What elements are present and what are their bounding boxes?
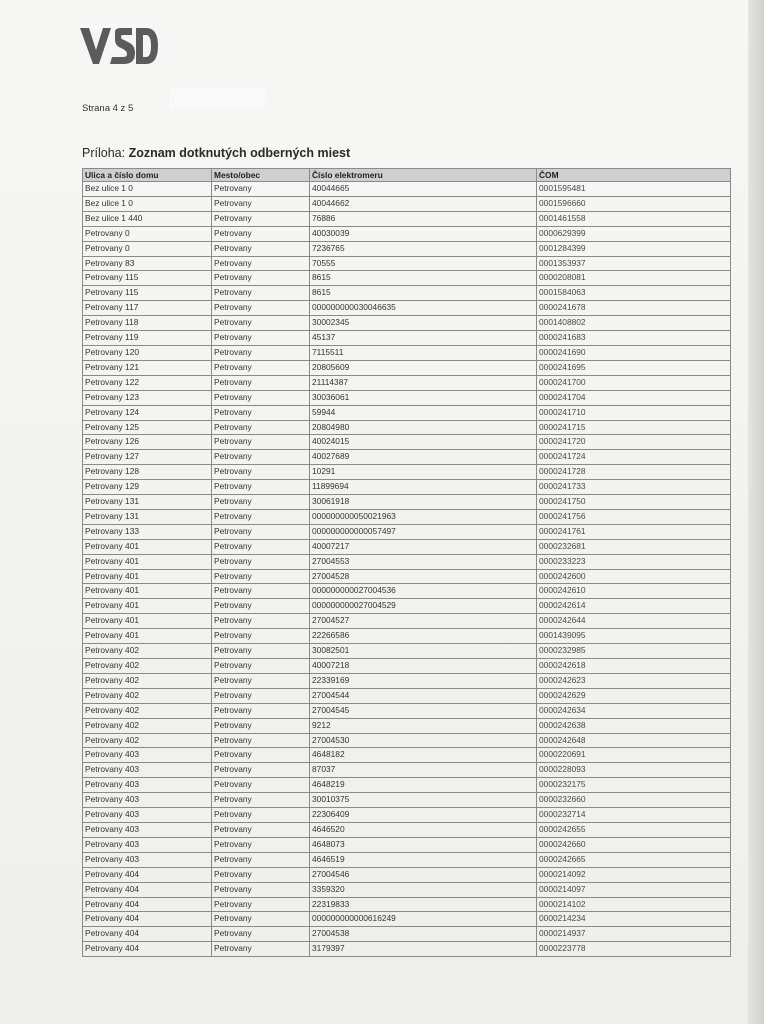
cell-com: 0000214097 [537,882,731,897]
cell-city: Petrovany [212,882,310,897]
cell-com: 0000232175 [537,778,731,793]
cell-street: Petrovany 401 [83,554,212,569]
cell-meter-number: 27004538 [310,927,537,942]
cell-com: 0000241695 [537,360,731,375]
cell-street: Petrovany 402 [83,733,212,748]
cell-city: Petrovany [212,331,310,346]
document-heading [82,146,350,160]
cell-city: Petrovany [212,256,310,271]
cell-street: Petrovany 401 [83,614,212,629]
table-row [83,882,731,897]
cell-meter-number: 20805609 [310,360,537,375]
cell-meter-number: 40044662 [310,196,537,211]
cell-meter-number: 10291 [310,465,537,480]
table-row [83,852,731,867]
heading-title: Zoznam dotknutých odberných miest [128,146,351,160]
table-row [83,405,731,420]
cell-meter-number: 30061918 [310,495,537,510]
cell-com: 0001408802 [537,316,731,331]
table-row [83,867,731,882]
cell-com: 0000241724 [537,450,731,465]
cell-street: Petrovany 404 [83,897,212,912]
cell-meter-number: 4648073 [310,837,537,852]
cell-city: Petrovany [212,808,310,823]
cell-com: 0001353937 [537,256,731,271]
table-row [83,375,731,390]
cell-city: Petrovany [212,793,310,808]
cell-street: Petrovany 401 [83,629,212,644]
cell-com: 0000232985 [537,644,731,659]
cell-com: 0000242600 [537,569,731,584]
cell-street: Petrovany 115 [83,271,212,286]
table-header-row [83,169,731,182]
table-row [83,480,731,495]
table-row [83,763,731,778]
cell-meter-number: 22266586 [310,629,537,644]
cell-city: Petrovany [212,301,310,316]
cell-meter-number: 21114387 [310,375,537,390]
cell-street: Petrovany 404 [83,912,212,927]
cell-street: Bez ulice 1 440 [83,211,212,226]
cell-city: Petrovany [212,211,310,226]
table-row [83,688,731,703]
cell-com: 0000232681 [537,539,731,554]
table-row [83,196,731,211]
redacted-area [170,88,266,110]
table-row [83,524,731,539]
cell-meter-number: 3359320 [310,882,537,897]
cell-com: 0001584063 [537,286,731,301]
table-row [83,793,731,808]
table-row [83,703,731,718]
table-row [83,286,731,301]
cell-meter-number: 7115511 [310,345,537,360]
cell-com: 0000242644 [537,614,731,629]
cell-meter-number: 000000000027004529 [310,599,537,614]
cell-meter-number: 4646519 [310,852,537,867]
cell-city: Petrovany [212,196,310,211]
vsd-logo-icon [80,26,158,66]
cell-com: 0000241761 [537,524,731,539]
table-row [83,450,731,465]
cell-com: 0000242629 [537,688,731,703]
cell-city: Petrovany [212,271,310,286]
cell-street: Petrovany 127 [83,450,212,465]
cell-street: Petrovany 402 [83,718,212,733]
cell-city: Petrovany [212,867,310,882]
cell-meter-number: 22306409 [310,808,537,823]
cell-com: 0001596660 [537,196,731,211]
cell-city: Petrovany [212,286,310,301]
cell-city: Petrovany [212,778,310,793]
cell-city: Petrovany [212,524,310,539]
cell-street: Petrovany 402 [83,703,212,718]
column-header-city: Mesto/obec [212,169,310,182]
cell-city: Petrovany [212,509,310,524]
table-row [83,554,731,569]
table-row [83,360,731,375]
cell-city: Petrovany [212,375,310,390]
cell-street: Bez ulice 1 0 [83,196,212,211]
cell-meter-number: 76886 [310,211,537,226]
cell-com: 0000228093 [537,763,731,778]
table-row [83,435,731,450]
table-row [83,465,731,480]
cell-com: 0000220691 [537,748,731,763]
table-row [83,733,731,748]
cell-city: Petrovany [212,644,310,659]
cell-street: Petrovany 83 [83,256,212,271]
cell-com: 0000233223 [537,554,731,569]
cell-com: 0000241683 [537,331,731,346]
cell-meter-number: 000000000050021963 [310,509,537,524]
cell-com: 0001284399 [537,241,731,256]
cell-street: Petrovany 131 [83,495,212,510]
cell-com: 0000241700 [537,375,731,390]
cell-street: Petrovany 402 [83,644,212,659]
cell-meter-number: 000000000000057497 [310,524,537,539]
table-row [83,673,731,688]
table-row [83,182,731,197]
cell-com: 0000242665 [537,852,731,867]
cell-city: Petrovany [212,480,310,495]
paper-edge [748,0,764,1024]
cell-city: Petrovany [212,942,310,957]
table-row [83,837,731,852]
table-row [83,659,731,674]
cell-street: Petrovany 402 [83,688,212,703]
cell-street: Petrovany 131 [83,509,212,524]
cell-com: 0000214234 [537,912,731,927]
cell-com: 0000241715 [537,420,731,435]
cell-street: Petrovany 401 [83,584,212,599]
cell-city: Petrovany [212,405,310,420]
cell-city: Petrovany [212,927,310,942]
cell-street: Petrovany 123 [83,390,212,405]
cell-city: Petrovany [212,539,310,554]
table-row [83,822,731,837]
cell-meter-number: 11899694 [310,480,537,495]
table-row [83,390,731,405]
cell-street: Petrovany 121 [83,360,212,375]
table-row [83,301,731,316]
cell-com: 0000214092 [537,867,731,882]
cell-street: Petrovany 401 [83,599,212,614]
cell-meter-number: 8615 [310,271,537,286]
cell-com: 0000242634 [537,703,731,718]
cell-city: Petrovany [212,182,310,197]
cell-com: 0000241690 [537,345,731,360]
table-body [83,182,731,957]
cell-street: Petrovany 125 [83,420,212,435]
cell-street: Petrovany 401 [83,539,212,554]
cell-meter-number: 000000000000616249 [310,912,537,927]
cell-city: Petrovany [212,226,310,241]
table-row [83,226,731,241]
cell-com: 0000242648 [537,733,731,748]
table-row [83,718,731,733]
cell-city: Petrovany [212,837,310,852]
cell-street: Petrovany 403 [83,808,212,823]
cell-meter-number: 30010375 [310,793,537,808]
cell-com: 0000241728 [537,465,731,480]
table-row [83,614,731,629]
cell-city: Petrovany [212,897,310,912]
table-row [83,211,731,226]
cell-street: Petrovany 403 [83,763,212,778]
cell-com: 0000241756 [537,509,731,524]
cell-meter-number: 40024015 [310,435,537,450]
table-row [83,569,731,584]
cell-com: 0000241710 [537,405,731,420]
cell-city: Petrovany [212,465,310,480]
cell-city: Petrovany [212,599,310,614]
column-header-com: ČOM [537,169,731,182]
cell-city: Petrovany [212,822,310,837]
cell-com: 0000214937 [537,927,731,942]
cell-street: Petrovany 404 [83,927,212,942]
cell-city: Petrovany [212,614,310,629]
cell-meter-number: 22339169 [310,673,537,688]
cell-com: 0000223778 [537,942,731,957]
cell-meter-number: 87037 [310,763,537,778]
cell-meter-number: 59944 [310,405,537,420]
table-row [83,495,731,510]
table-row [83,584,731,599]
table-row [83,420,731,435]
cell-meter-number: 27004553 [310,554,537,569]
cell-com: 0000214102 [537,897,731,912]
table-row [83,927,731,942]
cell-street: Petrovany 402 [83,673,212,688]
cell-street: Petrovany 0 [83,226,212,241]
cell-meter-number: 4646520 [310,822,537,837]
table-row [83,331,731,346]
cell-street: Petrovany 401 [83,569,212,584]
cell-meter-number: 000000000030046635 [310,301,537,316]
cell-city: Petrovany [212,629,310,644]
cell-com: 0000242638 [537,718,731,733]
cell-com: 0000208081 [537,271,731,286]
cell-city: Petrovany [212,554,310,569]
cell-com: 0000241750 [537,495,731,510]
cell-city: Petrovany [212,748,310,763]
cell-meter-number: 30002345 [310,316,537,331]
cell-city: Petrovany [212,569,310,584]
cell-city: Petrovany [212,345,310,360]
cell-com: 0000242623 [537,673,731,688]
cell-meter-number: 4648219 [310,778,537,793]
heading-prefix: Príloha: [82,146,126,160]
column-header-meter-number: Číslo elektromeru [310,169,537,182]
cell-com: 0000241704 [537,390,731,405]
table-row [83,271,731,286]
cell-street: Petrovany 124 [83,405,212,420]
cell-meter-number: 20804980 [310,420,537,435]
table-row [83,912,731,927]
cell-meter-number: 40007218 [310,659,537,674]
table-row [83,778,731,793]
cell-com: 0000242610 [537,584,731,599]
table-row [83,629,731,644]
cell-street: Petrovany 403 [83,822,212,837]
table-row [83,509,731,524]
cell-com: 0001595481 [537,182,731,197]
cell-meter-number: 9212 [310,718,537,733]
cell-city: Petrovany [212,420,310,435]
page-number: Strana 4 z 5 [82,103,134,114]
cell-meter-number: 30082501 [310,644,537,659]
cell-city: Petrovany [212,673,310,688]
cell-meter-number: 000000000027004536 [310,584,537,599]
cell-com: 0000629399 [537,226,731,241]
cell-street: Petrovany 403 [83,837,212,852]
cell-city: Petrovany [212,316,310,331]
cell-meter-number: 40007217 [310,539,537,554]
cell-street: Bez ulice 1 0 [83,182,212,197]
cell-street: Petrovany 404 [83,867,212,882]
cell-city: Petrovany [212,852,310,867]
cell-meter-number: 27004546 [310,867,537,882]
cell-com: 0000242660 [537,837,731,852]
cell-street: Petrovany 403 [83,793,212,808]
cell-meter-number: 22319833 [310,897,537,912]
cell-meter-number: 70555 [310,256,537,271]
cell-street: Petrovany 402 [83,659,212,674]
cell-com: 0000241678 [537,301,731,316]
cell-street: Petrovany 119 [83,331,212,346]
cell-meter-number: 27004544 [310,688,537,703]
table-row [83,316,731,331]
cell-street: Petrovany 403 [83,748,212,763]
cell-city: Petrovany [212,718,310,733]
cell-street: Petrovany 129 [83,480,212,495]
cell-city: Petrovany [212,912,310,927]
cell-street: Petrovany 118 [83,316,212,331]
cell-city: Petrovany [212,450,310,465]
cell-street: Petrovany 403 [83,852,212,867]
cell-street: Petrovany 404 [83,882,212,897]
cell-com: 0000232714 [537,808,731,823]
cell-city: Petrovany [212,733,310,748]
table-row [83,345,731,360]
cell-meter-number: 7236765 [310,241,537,256]
cell-com: 0000242655 [537,822,731,837]
cell-city: Petrovany [212,688,310,703]
cell-city: Petrovany [212,435,310,450]
cell-meter-number: 45137 [310,331,537,346]
cell-street: Petrovany 120 [83,345,212,360]
cell-meter-number: 27004528 [310,569,537,584]
table-row [83,241,731,256]
cell-city: Petrovany [212,703,310,718]
table-row [83,256,731,271]
table-row [83,644,731,659]
cell-city: Petrovany [212,659,310,674]
table-row [83,748,731,763]
cell-city: Petrovany [212,390,310,405]
cell-com: 0000242618 [537,659,731,674]
cell-meter-number: 27004545 [310,703,537,718]
cell-street: Petrovany 128 [83,465,212,480]
cell-city: Petrovany [212,584,310,599]
cell-street: Petrovany 403 [83,778,212,793]
cell-meter-number: 27004527 [310,614,537,629]
cell-com: 0001439095 [537,629,731,644]
table-row [83,808,731,823]
cell-street: Petrovany 122 [83,375,212,390]
cell-meter-number: 40030039 [310,226,537,241]
cell-city: Petrovany [212,360,310,375]
table-row [83,897,731,912]
cell-city: Petrovany [212,241,310,256]
cell-city: Petrovany [212,495,310,510]
table-row [83,539,731,554]
cell-street: Petrovany 117 [83,301,212,316]
cell-meter-number: 8615 [310,286,537,301]
cell-meter-number: 40027689 [310,450,537,465]
cell-com: 0000232660 [537,793,731,808]
metering-points-table [82,168,731,957]
table-row [83,942,731,957]
cell-street: Petrovany 133 [83,524,212,539]
cell-meter-number: 27004530 [310,733,537,748]
cell-meter-number: 4648182 [310,748,537,763]
cell-meter-number: 3179397 [310,942,537,957]
column-header-street: Ulica a číslo domu [83,169,212,182]
cell-com: 0000241720 [537,435,731,450]
cell-meter-number: 30036061 [310,390,537,405]
table-row [83,599,731,614]
cell-street: Petrovany 404 [83,942,212,957]
cell-com: 0001461558 [537,211,731,226]
cell-com: 0000242614 [537,599,731,614]
cell-street: Petrovany 115 [83,286,212,301]
cell-city: Petrovany [212,763,310,778]
cell-com: 0000241733 [537,480,731,495]
cell-street: Petrovany 126 [83,435,212,450]
cell-meter-number: 40044665 [310,182,537,197]
cell-street: Petrovany 0 [83,241,212,256]
